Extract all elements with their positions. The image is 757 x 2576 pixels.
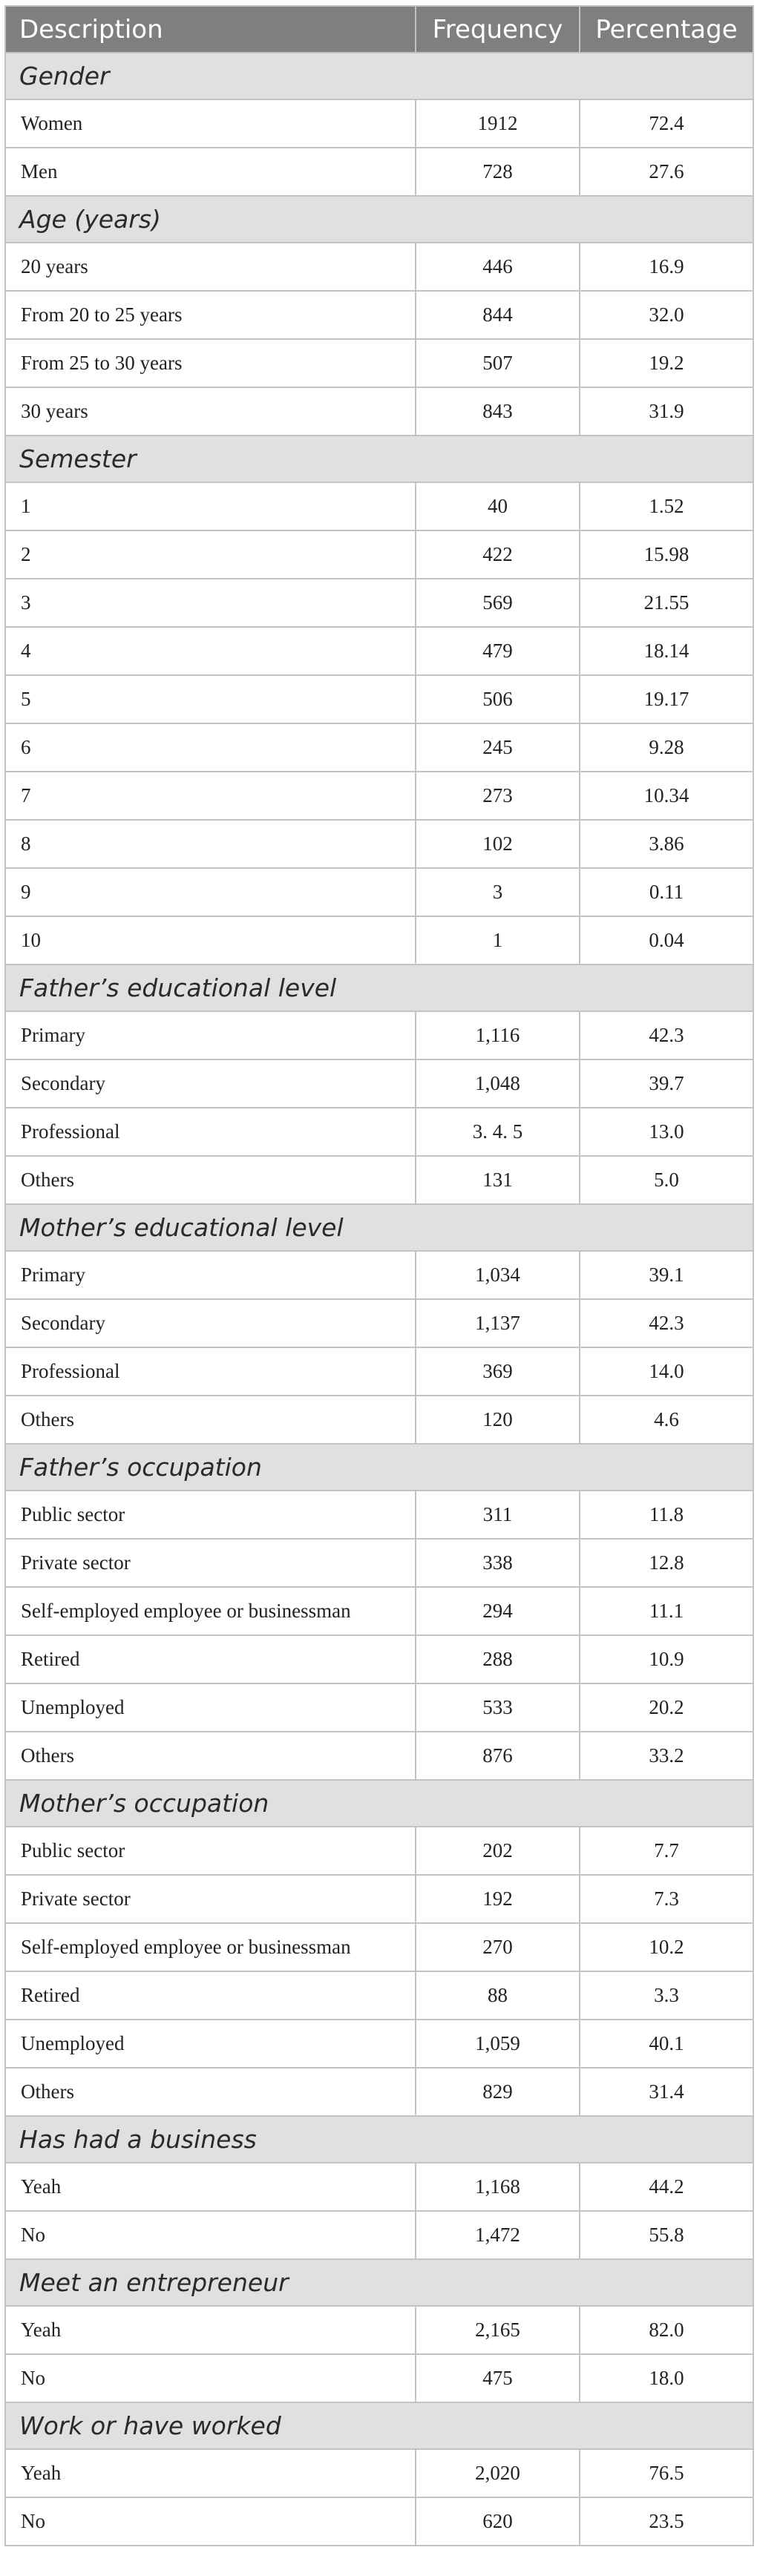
row-label: 5 xyxy=(5,675,416,723)
row-frequency: 422 xyxy=(416,530,580,579)
row-label: 8 xyxy=(5,820,416,868)
row-label: Others xyxy=(5,1732,416,1780)
row-percentage: 20.2 xyxy=(580,1683,753,1732)
row-percentage: 33.2 xyxy=(580,1732,753,1780)
table-row xyxy=(5,1683,753,1732)
section-header-age-years xyxy=(5,196,753,243)
row-label: Secondary xyxy=(5,1299,416,1347)
section-title: Mother’s educational level xyxy=(5,1204,753,1251)
table-row xyxy=(5,1059,753,1108)
table-row xyxy=(5,291,753,339)
row-frequency: 506 xyxy=(416,675,580,723)
table-row xyxy=(5,1299,753,1347)
row-frequency: 1912 xyxy=(416,99,580,148)
section-title: Work or have worked xyxy=(5,2402,753,2449)
row-label: 7 xyxy=(5,772,416,820)
table-row xyxy=(5,2497,753,2546)
section-header-work-or-have-worked xyxy=(5,2402,753,2449)
row-percentage: 0.04 xyxy=(580,916,753,965)
section-title: Has had a business xyxy=(5,2116,753,2163)
row-frequency: 131 xyxy=(416,1156,580,1204)
table-row xyxy=(5,1156,753,1204)
table-header xyxy=(5,6,753,53)
table-row xyxy=(5,1011,753,1059)
row-frequency: 1,059 xyxy=(416,2020,580,2068)
row-frequency: 1,472 xyxy=(416,2211,580,2259)
header-frequency: Frequency xyxy=(416,6,580,53)
section-header-semester xyxy=(5,436,753,482)
row-label: Unemployed xyxy=(5,1683,416,1732)
row-label: Primary xyxy=(5,1011,416,1059)
row-label: Others xyxy=(5,1156,416,1204)
row-label: No xyxy=(5,2497,416,2546)
row-frequency: 40 xyxy=(416,482,580,530)
table-row xyxy=(5,2068,753,2116)
row-frequency: 2,020 xyxy=(416,2449,580,2497)
row-frequency: 844 xyxy=(416,291,580,339)
row-percentage: 11.1 xyxy=(580,1587,753,1635)
row-frequency: 728 xyxy=(416,148,580,196)
row-percentage: 11.8 xyxy=(580,1491,753,1539)
row-label: 1 xyxy=(5,482,416,530)
table-row xyxy=(5,1491,753,1539)
row-percentage: 1.52 xyxy=(580,482,753,530)
row-frequency: 843 xyxy=(416,387,580,436)
row-label: Yeah xyxy=(5,2449,416,2497)
row-percentage: 16.9 xyxy=(580,243,753,291)
row-frequency: 369 xyxy=(416,1347,580,1396)
table-row xyxy=(5,530,753,579)
table-row xyxy=(5,1635,753,1683)
row-frequency: 288 xyxy=(416,1635,580,1683)
row-label: Primary xyxy=(5,1251,416,1299)
row-frequency: 102 xyxy=(416,820,580,868)
row-percentage: 44.2 xyxy=(580,2163,753,2211)
table-row xyxy=(5,723,753,772)
row-percentage: 40.1 xyxy=(580,2020,753,2068)
table-row xyxy=(5,1971,753,2020)
row-percentage: 0.11 xyxy=(580,868,753,916)
table-body xyxy=(5,53,753,2546)
table-row xyxy=(5,772,753,820)
row-label: Self-employed employee or businessman xyxy=(5,1923,416,1971)
table-row xyxy=(5,1923,753,1971)
row-percentage: 9.28 xyxy=(580,723,753,772)
row-frequency: 1 xyxy=(416,916,580,965)
row-frequency: 192 xyxy=(416,1875,580,1923)
row-frequency: 1,137 xyxy=(416,1299,580,1347)
row-label: 10 xyxy=(5,916,416,965)
row-frequency: 569 xyxy=(416,579,580,627)
section-title: Father’s occupation xyxy=(5,1444,753,1491)
row-label: Retired xyxy=(5,1635,416,1683)
row-percentage: 39.7 xyxy=(580,1059,753,1108)
table-row xyxy=(5,675,753,723)
row-percentage: 3.3 xyxy=(580,1971,753,2020)
row-frequency: 311 xyxy=(416,1491,580,1539)
row-percentage: 42.3 xyxy=(580,1011,753,1059)
row-percentage: 7.7 xyxy=(580,1827,753,1875)
row-percentage: 18.0 xyxy=(580,2354,753,2402)
row-frequency: 479 xyxy=(416,627,580,675)
row-label: 9 xyxy=(5,868,416,916)
row-frequency: 294 xyxy=(416,1587,580,1635)
row-frequency: 3 xyxy=(416,868,580,916)
row-percentage: 13.0 xyxy=(580,1108,753,1156)
section-header-meet-an-entrepreneur xyxy=(5,2259,753,2306)
table-row xyxy=(5,2020,753,2068)
row-frequency: 2,165 xyxy=(416,2306,580,2354)
row-percentage: 19.2 xyxy=(580,339,753,387)
row-percentage: 10.2 xyxy=(580,1923,753,1971)
row-percentage: 82.0 xyxy=(580,2306,753,2354)
row-frequency: 245 xyxy=(416,723,580,772)
header-row xyxy=(5,6,753,53)
row-percentage: 76.5 xyxy=(580,2449,753,2497)
table-row xyxy=(5,387,753,436)
data-table xyxy=(4,5,754,2546)
section-header-mother-s-occupation xyxy=(5,1780,753,1827)
row-frequency: 202 xyxy=(416,1827,580,1875)
row-percentage: 7.3 xyxy=(580,1875,753,1923)
row-label: 2 xyxy=(5,530,416,579)
section-header-gender xyxy=(5,53,753,99)
table-row xyxy=(5,243,753,291)
row-percentage: 10.9 xyxy=(580,1635,753,1683)
row-label: 30 years xyxy=(5,387,416,436)
table-row xyxy=(5,1251,753,1299)
row-percentage: 12.8 xyxy=(580,1539,753,1587)
row-label: Private sector xyxy=(5,1539,416,1587)
header-description: Description xyxy=(5,6,416,53)
row-label: From 25 to 30 years xyxy=(5,339,416,387)
table-row xyxy=(5,2163,753,2211)
row-frequency: 270 xyxy=(416,1923,580,1971)
row-percentage: 4.6 xyxy=(580,1396,753,1444)
row-percentage: 31.9 xyxy=(580,387,753,436)
section-header-has-had-a-business xyxy=(5,2116,753,2163)
row-label: Retired xyxy=(5,1971,416,2020)
row-label: Others xyxy=(5,2068,416,2116)
section-title: Meet an entrepreneur xyxy=(5,2259,753,2306)
row-percentage: 39.1 xyxy=(580,1251,753,1299)
row-label: Yeah xyxy=(5,2306,416,2354)
row-percentage: 23.5 xyxy=(580,2497,753,2546)
row-frequency: 1,116 xyxy=(416,1011,580,1059)
row-frequency: 507 xyxy=(416,339,580,387)
row-label: Private sector xyxy=(5,1875,416,1923)
row-frequency: 3. 4. 5 xyxy=(416,1108,580,1156)
row-label: From 20 to 25 years xyxy=(5,291,416,339)
row-label: Unemployed xyxy=(5,2020,416,2068)
section-title: Father’s educational level xyxy=(5,965,753,1011)
row-frequency: 338 xyxy=(416,1539,580,1587)
table-row xyxy=(5,1827,753,1875)
table-row xyxy=(5,1732,753,1780)
row-frequency: 876 xyxy=(416,1732,580,1780)
row-label: 6 xyxy=(5,723,416,772)
row-frequency: 1,048 xyxy=(416,1059,580,1108)
table-row xyxy=(5,1539,753,1587)
row-percentage: 3.86 xyxy=(580,820,753,868)
table-row xyxy=(5,1108,753,1156)
row-percentage: 14.0 xyxy=(580,1347,753,1396)
header-percentage: Percentage xyxy=(580,6,753,53)
row-frequency: 120 xyxy=(416,1396,580,1444)
table-row xyxy=(5,99,753,148)
row-percentage: 55.8 xyxy=(580,2211,753,2259)
row-label: Secondary xyxy=(5,1059,416,1108)
row-label: Public sector xyxy=(5,1491,416,1539)
table-row xyxy=(5,868,753,916)
row-label: Men xyxy=(5,148,416,196)
row-label: Others xyxy=(5,1396,416,1444)
row-label: No xyxy=(5,2354,416,2402)
row-frequency: 475 xyxy=(416,2354,580,2402)
row-percentage: 10.34 xyxy=(580,772,753,820)
table-row xyxy=(5,2211,753,2259)
table-row xyxy=(5,2354,753,2402)
table-row xyxy=(5,1875,753,1923)
row-label: 3 xyxy=(5,579,416,627)
row-label: Professional xyxy=(5,1108,416,1156)
table-row xyxy=(5,1587,753,1635)
row-percentage: 27.6 xyxy=(580,148,753,196)
table-row xyxy=(5,2306,753,2354)
table-row xyxy=(5,148,753,196)
table-row xyxy=(5,579,753,627)
row-label: 4 xyxy=(5,627,416,675)
table-row xyxy=(5,916,753,965)
row-frequency: 620 xyxy=(416,2497,580,2546)
row-frequency: 1,034 xyxy=(416,1251,580,1299)
row-label: Public sector xyxy=(5,1827,416,1875)
section-header-father-s-occupation xyxy=(5,1444,753,1491)
section-header-mother-s-educational-level xyxy=(5,1204,753,1251)
table-row xyxy=(5,1347,753,1396)
row-percentage: 72.4 xyxy=(580,99,753,148)
row-label: Professional xyxy=(5,1347,416,1396)
row-percentage: 5.0 xyxy=(580,1156,753,1204)
table-row xyxy=(5,482,753,530)
row-frequency: 533 xyxy=(416,1683,580,1732)
row-label: No xyxy=(5,2211,416,2259)
row-percentage: 19.17 xyxy=(580,675,753,723)
row-frequency: 1,168 xyxy=(416,2163,580,2211)
table-row xyxy=(5,339,753,387)
row-frequency: 88 xyxy=(416,1971,580,2020)
table-row xyxy=(5,1396,753,1444)
row-label: Yeah xyxy=(5,2163,416,2211)
row-percentage: 18.14 xyxy=(580,627,753,675)
row-percentage: 21.55 xyxy=(580,579,753,627)
section-header-father-s-educational-level xyxy=(5,965,753,1011)
row-label: Self-employed employee or businessman xyxy=(5,1587,416,1635)
row-percentage: 42.3 xyxy=(580,1299,753,1347)
row-percentage: 31.4 xyxy=(580,2068,753,2116)
row-label: Women xyxy=(5,99,416,148)
table-row xyxy=(5,820,753,868)
table-row xyxy=(5,627,753,675)
row-frequency: 273 xyxy=(416,772,580,820)
section-title: Semester xyxy=(5,436,753,482)
row-frequency: 829 xyxy=(416,2068,580,2116)
section-title: Gender xyxy=(5,53,753,99)
row-frequency: 446 xyxy=(416,243,580,291)
row-percentage: 15.98 xyxy=(580,530,753,579)
row-label: 20 years xyxy=(5,243,416,291)
section-title: Mother’s occupation xyxy=(5,1780,753,1827)
section-title: Age (years) xyxy=(5,196,753,243)
row-percentage: 32.0 xyxy=(580,291,753,339)
table-row xyxy=(5,2449,753,2497)
